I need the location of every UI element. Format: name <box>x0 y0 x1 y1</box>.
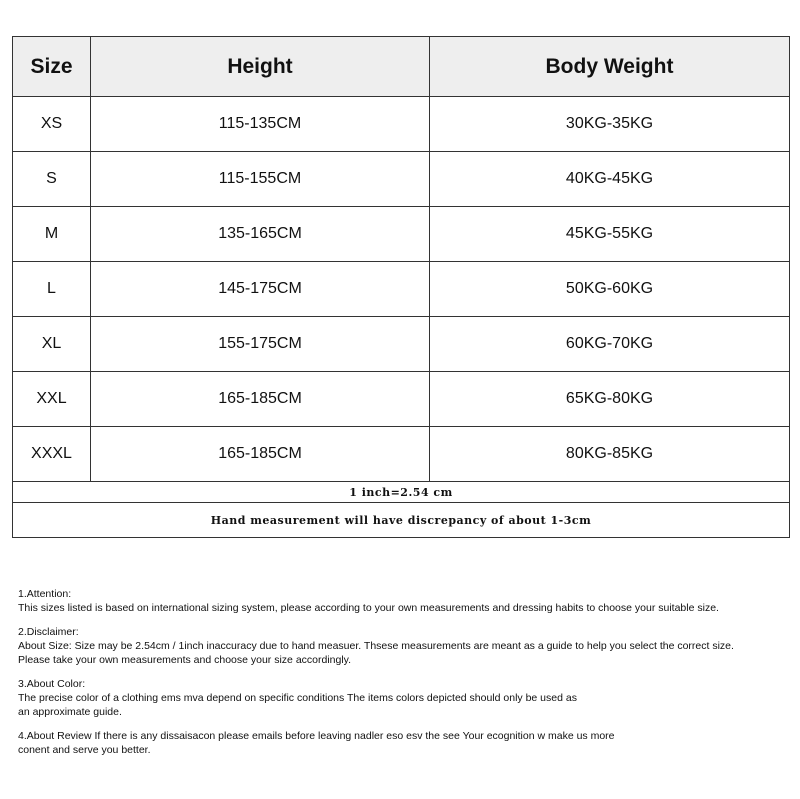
discrepancy-note: Hand measurement will have discrepancy of about 1-3cm <box>13 503 790 538</box>
note-title: 4.About Review If there is any dissaisacon please emails before leaving nadler eso esv the see Your ecognition w make us more <box>18 730 615 742</box>
table-row <box>13 317 790 372</box>
weight-cell: 80KG-85KG <box>430 427 790 482</box>
table-row <box>13 207 790 262</box>
size-cell: S <box>13 152 91 207</box>
note-text: The precise color of a clothing ems mva depend on specific conditions The items colors depicted should only be used as <box>18 692 577 704</box>
weight-cell: 30KG-35KG <box>430 97 790 152</box>
table-row <box>13 152 790 207</box>
height-cell: 115-155CM <box>91 152 430 207</box>
table-row <box>13 262 790 317</box>
weight-cell: 65KG-80KG <box>430 372 790 427</box>
size-cell: M <box>13 207 91 262</box>
height-cell: 165-185CM <box>91 427 430 482</box>
height-cell: 145-175CM <box>91 262 430 317</box>
note-title: 1.Attention: <box>18 588 72 600</box>
table-row <box>13 97 790 152</box>
weight-cell: 50KG-60KG <box>430 262 790 317</box>
note-about-color <box>18 677 793 719</box>
weight-cell: 40KG-45KG <box>430 152 790 207</box>
weight-cell: 60KG-70KG <box>430 317 790 372</box>
size-cell: XXXL <box>13 427 91 482</box>
size-cell: XS <box>13 97 91 152</box>
table-row <box>13 427 790 482</box>
note-title: 2.Disclaimer: <box>18 626 79 638</box>
size-cell: L <box>13 262 91 317</box>
note-attention <box>18 587 793 615</box>
note-text: About Size: Size may be 2.54cm / 1inch inaccuracy due to hand measuer. Thsese measurements are meant as a guide to help you select the correct size. <box>18 640 734 652</box>
height-cell: 165-185CM <box>91 372 430 427</box>
header-size: Size <box>13 37 91 97</box>
header-height: Height <box>91 37 430 97</box>
height-cell: 115-135CM <box>91 97 430 152</box>
note-text: an approximate guide. <box>18 706 122 718</box>
note-text: conent and serve you better. <box>18 744 151 756</box>
height-cell: 135-165CM <box>91 207 430 262</box>
size-chart-table <box>12 36 790 538</box>
note-text: Please take your own measurements and choose your size accordingly. <box>18 654 352 666</box>
notes-section <box>18 587 793 767</box>
header-body-weight: Body Weight <box>430 37 790 97</box>
size-cell: XL <box>13 317 91 372</box>
size-cell: XXL <box>13 372 91 427</box>
table-row <box>13 372 790 427</box>
inch-conversion-note: 1 inch=2.54 cm <box>13 482 790 503</box>
discrepancy-row <box>13 503 790 538</box>
note-text: This sizes listed is based on international sizing system, please according to your own measurements and dressing habits to choose your suitable size. <box>18 602 719 614</box>
height-cell: 155-175CM <box>91 317 430 372</box>
inch-conversion-row <box>13 482 790 503</box>
note-about-review <box>18 729 793 757</box>
table-header-row <box>13 37 790 97</box>
weight-cell: 45KG-55KG <box>430 207 790 262</box>
note-title: 3.About Color: <box>18 678 86 690</box>
note-disclaimer <box>18 625 793 667</box>
